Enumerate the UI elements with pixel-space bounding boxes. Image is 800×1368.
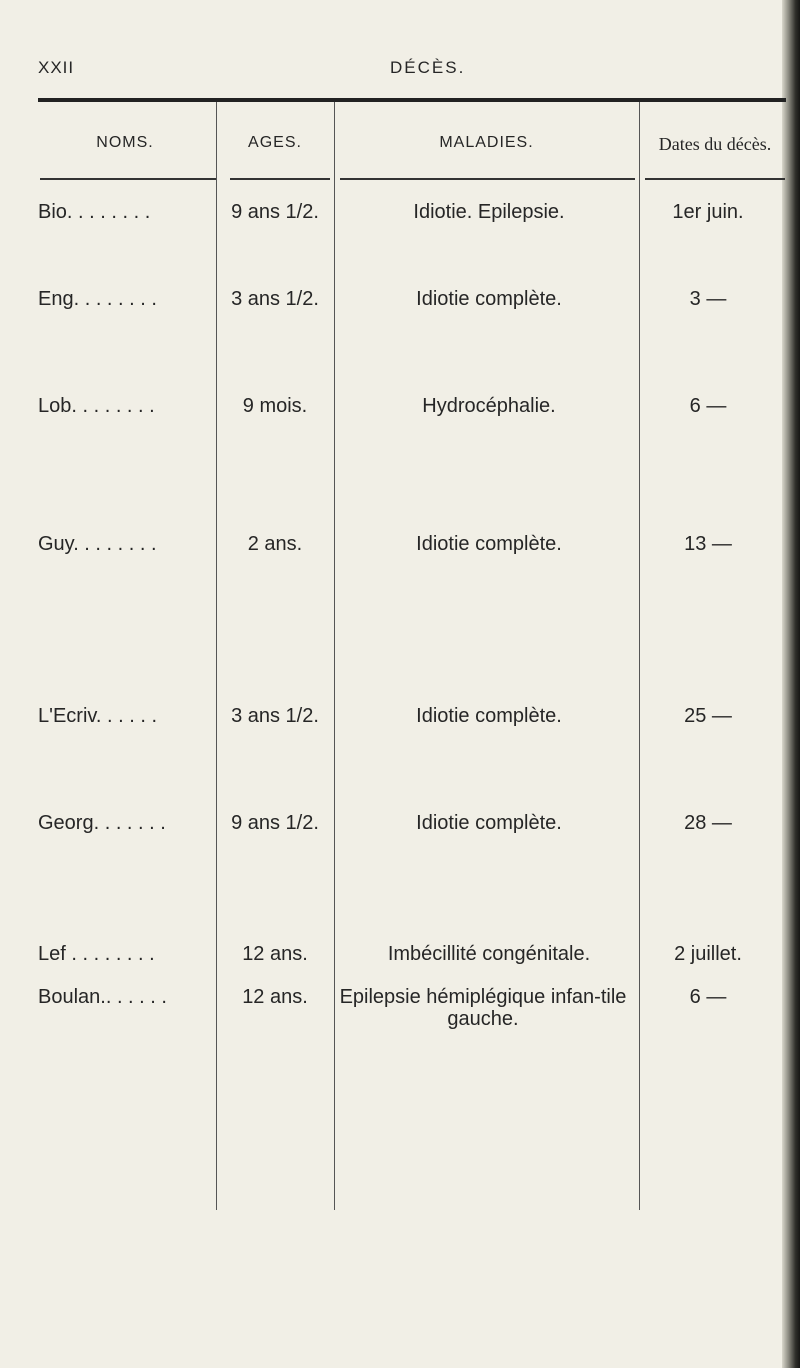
cell-date: 2 juillet. (674, 943, 742, 965)
column-divider (334, 102, 335, 1210)
cell-age: 3 ans 1/2. (231, 705, 319, 727)
cell-age: 2 ans. (247, 533, 303, 555)
header-ages: AGES. (248, 134, 302, 151)
header-names: NOMS. (96, 134, 154, 151)
cell-age: 12 ans. (242, 986, 308, 1008)
cell-age: 3 ans 1/2. (231, 288, 319, 310)
header-rule-ages (230, 178, 330, 180)
cell-name: Eng. . . . . . . . (38, 288, 157, 310)
header-rule-diseases (340, 178, 635, 180)
cell-disease: Idiotie complète. (416, 812, 562, 834)
cell-disease: Imbécillité congénitale. (387, 943, 591, 965)
header-rule-names (40, 178, 216, 180)
cell-age: 9 ans 1/2. (231, 201, 319, 223)
cell-name: Bio. . . . . . . . (38, 201, 151, 223)
cell-disease: Idiotie complète. (416, 705, 562, 727)
page-number: XXII (38, 58, 75, 77)
running-title: DÉCÈS. (390, 58, 466, 77)
cell-name: Lob. . . . . . . . (38, 395, 155, 417)
cell-name: L'Ecriv. . . . . . (38, 705, 158, 727)
cell-disease: Epilepsie hémiplégique infan-tile gauche. (339, 986, 627, 1030)
cell-date: 13 — (684, 533, 732, 555)
cell-date: 1er juin. (672, 201, 744, 223)
cell-age: 9 ans 1/2. (231, 812, 319, 834)
column-divider (639, 102, 640, 1210)
cell-date: 25 — (684, 705, 732, 727)
table-top-rule (38, 98, 786, 102)
cell-date: 6 — (689, 986, 727, 1008)
cell-name: Guy. . . . . . . . (38, 533, 157, 555)
cell-disease: Idiotie complète. (416, 533, 562, 555)
header-dates: Dates du décès. (658, 134, 772, 154)
cell-name: Boulan.. . . . . . (38, 986, 167, 1008)
cell-disease: Hydrocéphalie. (422, 395, 556, 417)
cell-date: 3 — (689, 288, 727, 310)
header-diseases: MALADIES. (439, 134, 534, 151)
cell-date: 28 — (684, 812, 732, 834)
cell-date: 6 — (689, 395, 727, 417)
column-divider (216, 102, 217, 1210)
cell-age: 12 ans. (242, 943, 308, 965)
header-rule-dates (645, 178, 785, 180)
cell-age: 9 mois. (242, 395, 308, 417)
cell-name: Lef . . . . . . . . (38, 943, 155, 965)
cell-disease: Idiotie. Epilepsie. (413, 201, 565, 223)
cell-disease: Idiotie complète. (416, 288, 562, 310)
cell-name: Georg. . . . . . . (38, 812, 166, 834)
page-header (34, 58, 754, 84)
